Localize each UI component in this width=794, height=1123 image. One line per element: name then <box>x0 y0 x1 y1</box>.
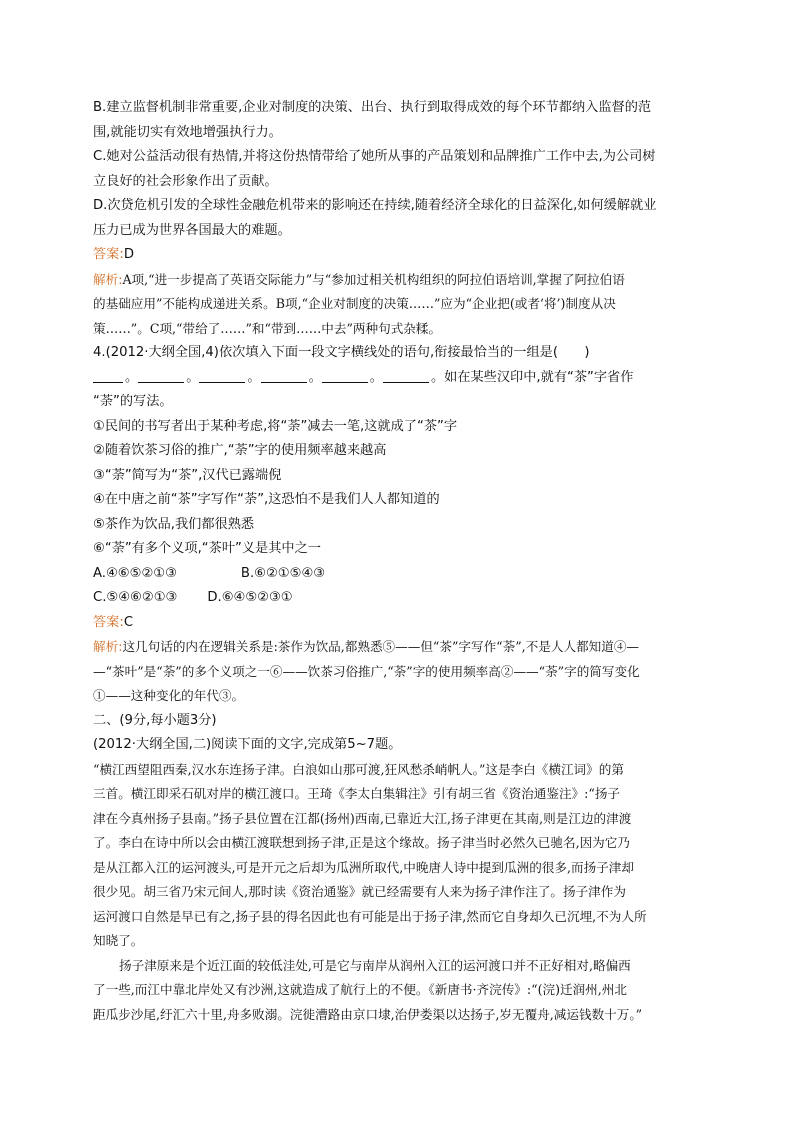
fill-blank <box>138 368 184 383</box>
list-item: ⑥“荼”有多个义项,“茶叶”义是其中之一 <box>93 541 321 556</box>
analysis-label: 解析: <box>93 639 123 654</box>
text-line: 很少见。胡三省乃宋元间人,那时读《资治通鉴》就已经需要有人来为扬子津作注了。扬子津作为 <box>93 884 626 899</box>
text-line: 压力已成为世界各国最大的难题。 <box>93 222 291 238</box>
list-item: ⑤茶作为饮品,我们都很熟悉 <box>93 516 255 532</box>
text-line: 了。李白在诗中所以会由横江渡联想到扬子津,正是这个缘故。扬子津当时必然久已驰名,因为它乃 <box>93 835 630 850</box>
option-b: B.⑥②①⑤④③ <box>240 565 326 581</box>
text-line <box>93 268 705 293</box>
text-line: 了一些,而江中靠北岸处又有沙洲,这就造成了航行上的不便。《新唐书·齐浣传》:“(浣)迁润州,州北 <box>93 982 627 997</box>
fill-blank <box>93 368 123 383</box>
blank-tail: 。如在某些汉印中,就有“茶”字省作 <box>430 369 634 385</box>
q4-items <box>93 415 705 562</box>
fill-blank <box>383 368 429 383</box>
answer-value: C <box>123 614 134 630</box>
q3-option-d <box>93 194 705 243</box>
q4-options-row-1 <box>93 562 705 587</box>
text-line: 是从江都入江的运河渡头,可是开元之后却为瓜洲所取代,中晚唐人诗中提到瓜洲的很多,而扬子津却 <box>93 859 634 875</box>
passage-paragraph-2 <box>93 954 705 1028</box>
q3-option-c <box>93 145 705 194</box>
q3-analysis <box>93 268 705 342</box>
q4-analysis <box>93 635 705 709</box>
text-line: B.建立监督机制非常重要,企业对制度的决策、出台、执行到取得成效的每个环节都纳入监督的范 <box>93 100 652 115</box>
text-line: C.她对公益活动很有热情,并将这份热情带给了她所从事的产品策划和品牌推广工作中去,为公司树 <box>93 149 656 164</box>
section-intro: (2012·大纲全国,二)阅读下面的文字,完成第5~7题。 <box>93 737 402 752</box>
answer-label: 答案: <box>93 614 124 630</box>
text-line: —“茶叶”是“荼”的多个义项之一⑥——饮茶习俗推广,“荼”字的使用频率高②——“荼”字的简写变化 <box>93 663 640 679</box>
list-item: ④在中唐之前“茶”字写作“荼”,这恐怕不是我们人人都知道的 <box>93 492 440 507</box>
text-line: 围,就能切实有效地增强执行力。 <box>93 124 282 140</box>
text-line: 扬子津原来是个近江面的较低洼处,可是它与南岸从润州入江的运河渡口并不正好相对,略偏西 <box>119 957 631 973</box>
text-line: 距瓜步沙尾,纡汇六十里,舟多败溺。浣徙漕路由京口埭,治伊娄渠以达扬子,岁无覆舟,减运钱数十万。” <box>93 1006 643 1022</box>
text-line: ①——这种变化的年代③。 <box>93 688 245 703</box>
analysis-text: A项,“进一步提高了英语交际能力”与“参加过相关机构组织的阿拉伯语培训,掌握了阿拉伯语 <box>122 271 625 287</box>
option-d: D.⑥④⑤②③① <box>207 590 293 605</box>
text-line: 运河渡口自然是早已有之,扬子县的得名因此也有可能是出于扬子津,然而它自身却久已沉埋,不为人所 <box>93 908 647 924</box>
text-line: 策……”。C项,“带给了……”和“带到……中去”两种句式杂糅。 <box>93 320 442 336</box>
q3-option-b <box>93 96 705 145</box>
list-item: ②随着饮茶习俗的推广,“荼”字的使用频率越来越高 <box>93 443 387 458</box>
text-line: 知晓了。 <box>93 933 144 948</box>
passage-paragraph-1 <box>93 758 705 954</box>
text-line: 的基础应用”不能构成递进关系。B项,“企业对制度的决策……”应为“企业把(或者‘将’)制度从决 <box>93 296 616 311</box>
text-line: D.次贷危机引发的全球性金融危机带来的影响还在持续,随着经济全球化的日益深化,如何缓解就业 <box>93 198 657 213</box>
q4-blank-line: 。 。 。 。 。 。如在某些汉印中,就有“茶”字省作 <box>93 366 705 391</box>
answer-value: D <box>123 247 134 262</box>
q4-blank-line-2: “荼”的写法。 <box>93 394 173 409</box>
list-item: ①民间的书写者出于某种考虑,将“荼”减去一笔,这就成了“茶”字 <box>93 418 458 434</box>
text-line: 津在今真州扬子县南。”扬子县位置在江都(扬州)西南,已靠近大江,扬子津更在其南,则是江边的津渡 <box>93 810 632 826</box>
option-a: A.④⑥⑤②①③ <box>93 565 177 581</box>
fill-blank <box>199 368 245 383</box>
option-c: C.⑤④⑥②①③ <box>93 590 178 605</box>
q3-answer <box>93 243 705 268</box>
text-line: 立良好的社会形象作出了贡献。 <box>93 173 278 189</box>
text-line: 三首。横江即采石矶对岸的横江渡口。王琦《李太白集辑注》引有胡三省《资治通鉴注》:“扬子 <box>93 786 621 801</box>
document-page <box>93 96 705 1027</box>
fill-blank <box>261 368 307 383</box>
q4-options-row-2 <box>93 586 705 611</box>
list-item: ③“荼”简写为“茶”,汉代已露端倪 <box>93 467 282 483</box>
answer-label: 答案: <box>93 247 124 262</box>
text-line <box>93 635 705 660</box>
analysis-label: 解析: <box>93 271 123 287</box>
text-line: “横江西望阻西秦,汉水东连扬子津。白浪如山那可渡,狂风愁杀峭帆人。”这是李白《横江词》的第 <box>93 761 624 777</box>
section-heading: 二、(9分,每小题3分) <box>93 712 217 728</box>
q4-stem: 4.(2012·大纲全国,4)依次填入下面一段文字横线处的语句,衔接最恰当的一组是( ) <box>93 345 590 360</box>
q4-answer <box>93 611 705 636</box>
fill-blank <box>322 368 368 383</box>
analysis-text: 这几句话的内在逻辑关系是:茶作为饮品,都熟悉⑤——但“茶”字写作“荼”,不是人人都知道④— <box>122 639 640 654</box>
